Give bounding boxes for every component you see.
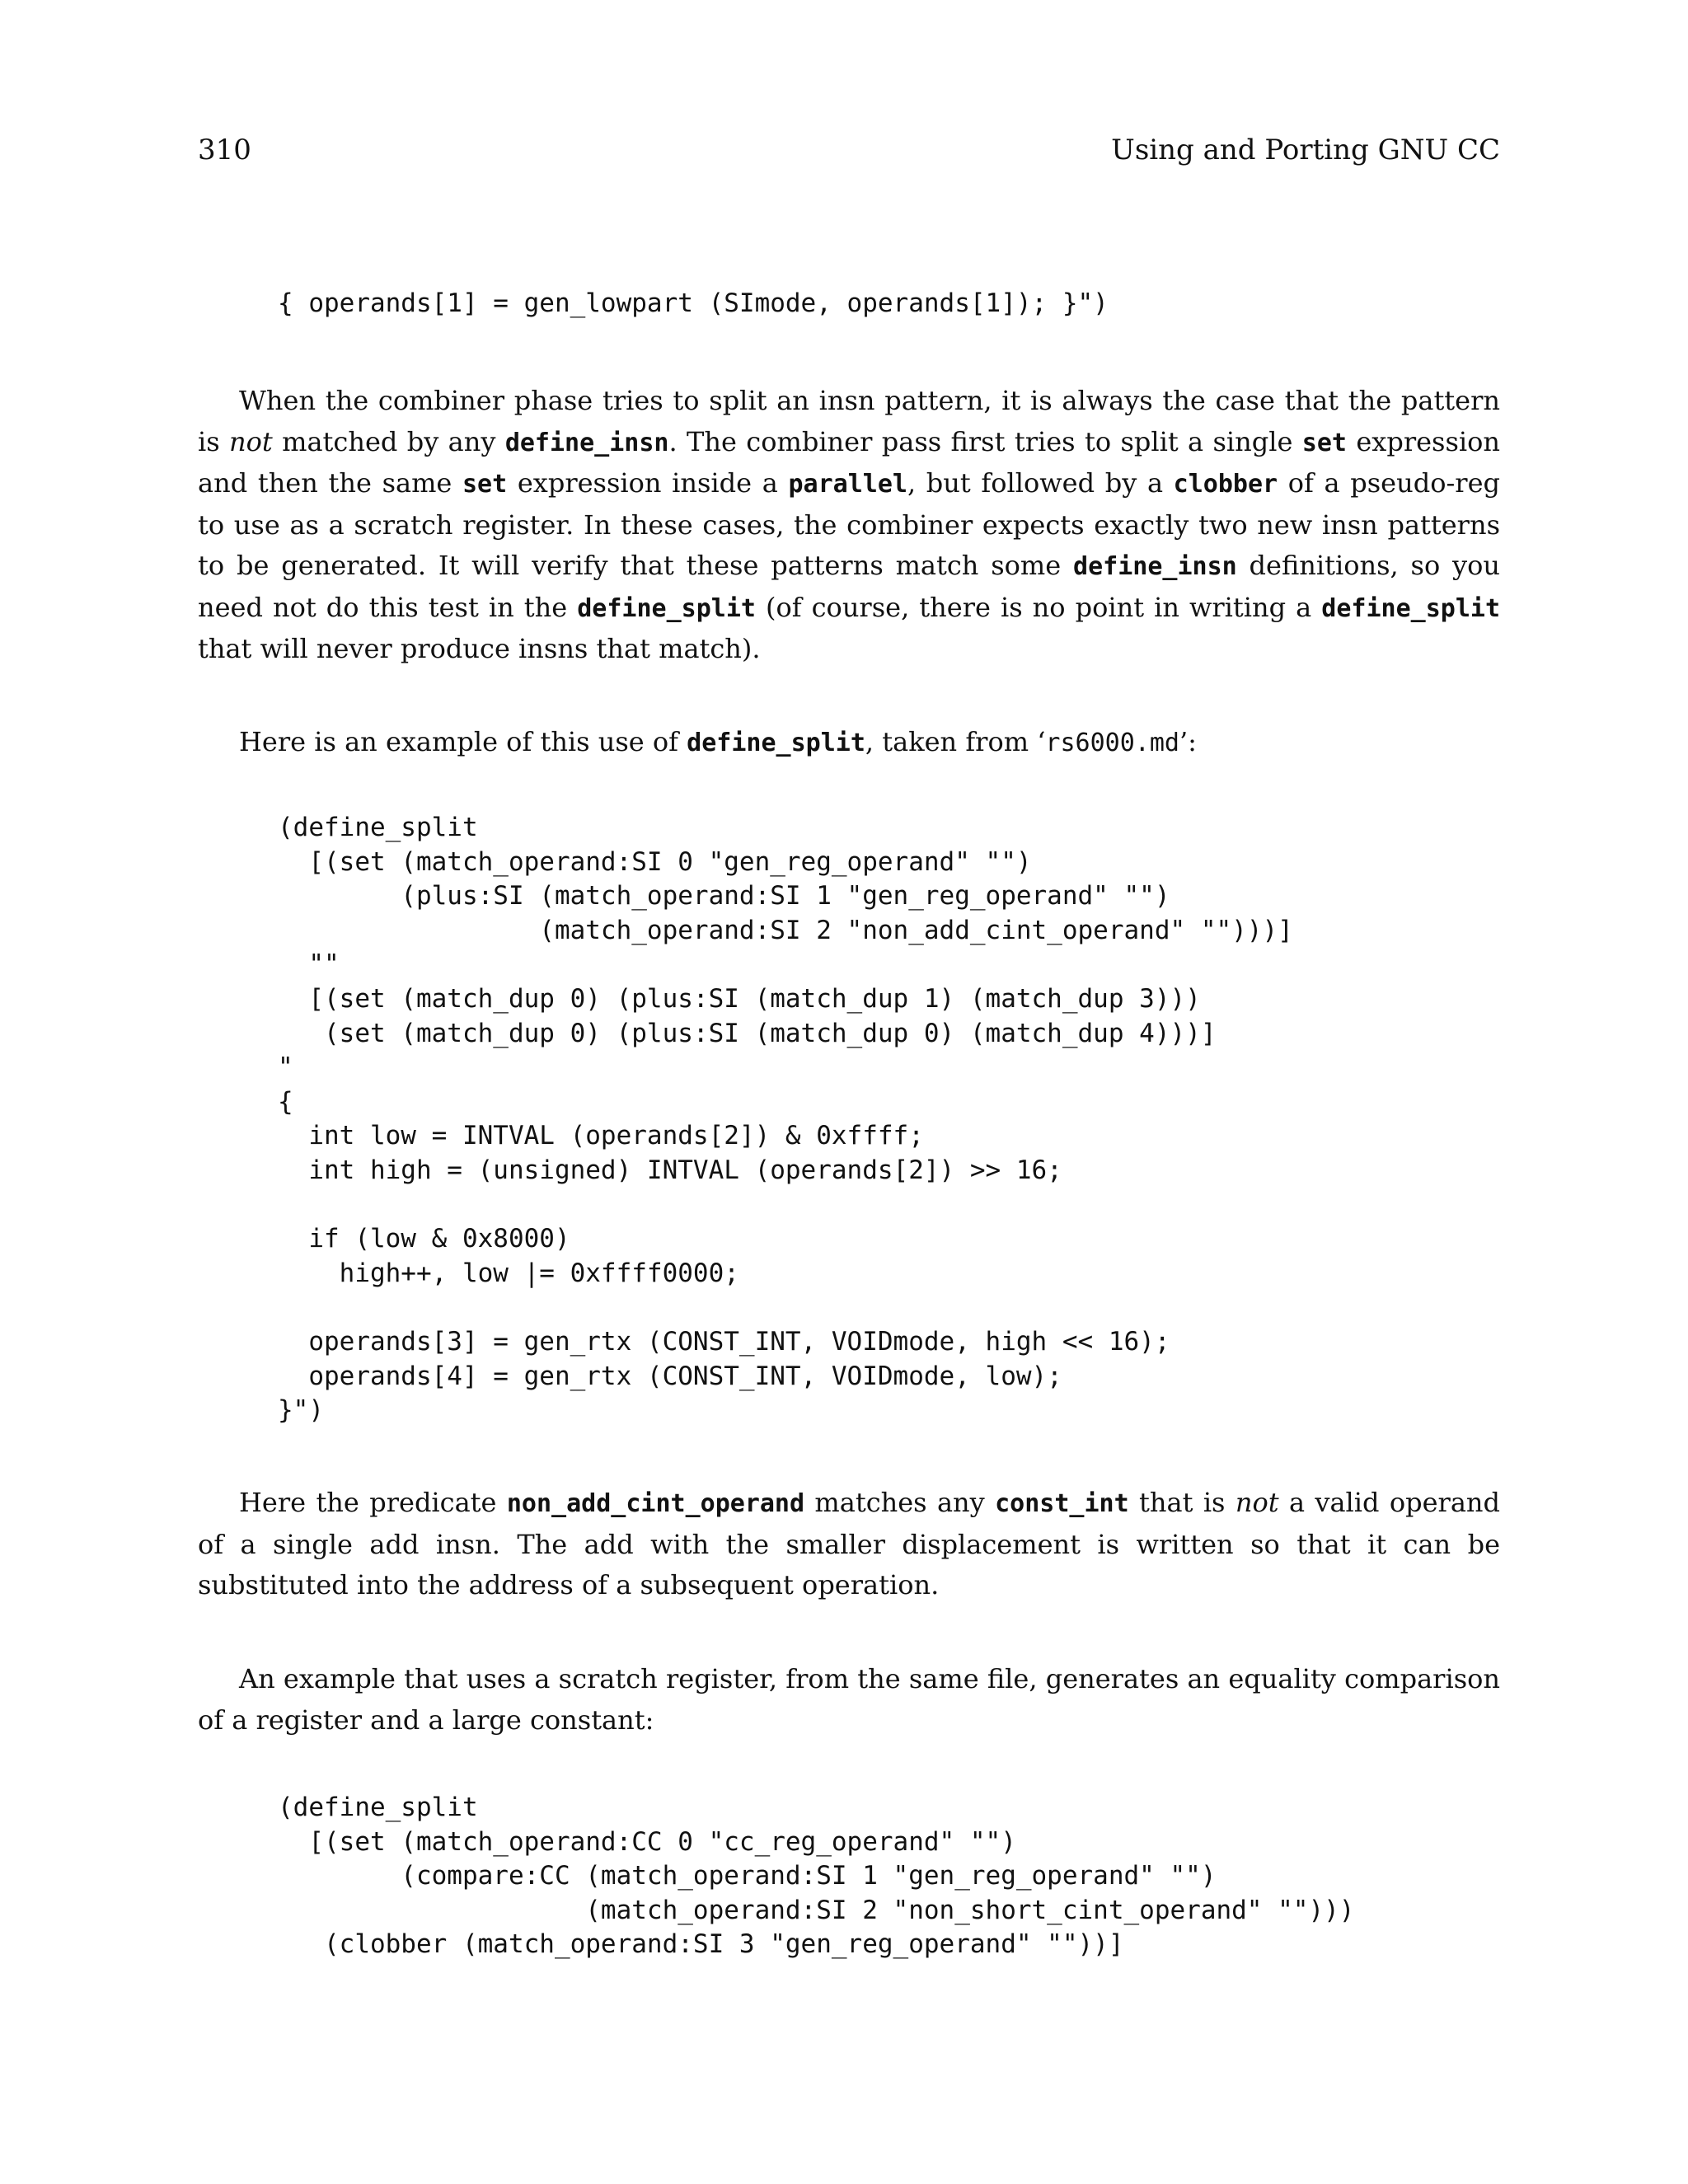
code-block-top: { operands[1] = gen_lowpart (SImode, operands[1]); }"): [278, 288, 1109, 318]
paragraph-predicate-explanation: Here the predicate non_add_cint_operand matches any const_int that is not a valid operand of a single add insn. The add with the smaller displacement is written so that it can be substituted into the address of a subsequent operation.: [198, 1487, 1501, 1601]
paragraph-scratch-register-example: An example that uses a scratch register, from the same file, generates an equality comparison of a register and a large constant:: [198, 1663, 1500, 1736]
code-block-define-split-rs6000: (define_split [(set (match_operand:SI 0 "gen_reg_operand" "") (plus:SI (match_operand:SI 1 "gen_reg_operand" "") (match_operand:SI 2 "non_add_cint_operand" "")))] "" [(set (match_dup 0) (plus:SI (match_dup 1) (match_dup 3))) (set (match_dup 0) (plus:SI (match_dup 0) (match_dup 4)))] " { int low = INTVAL (operands[2]) & 0xffff; int high = (unsigned) INTVAL (operands[2]) >> 16; if (low & 0x8000) high++, low |= 0xffff0000; operands[3] = gen_rtx (CONST_INT, VOIDmode, high << 16); operands[4] = gen_rtx (CONST_INT, VOIDmode, low); }"): [278, 813, 1293, 1426]
paragraph-example-intro: Here is an example of this use of define_split, taken from ‘rs6000.md’:: [239, 726, 1197, 757]
paragraph-combiner-split: When the combiner phase tries to split an insn pattern, it is always the case that the pattern is not matched by any define_insn. The combiner pass first tries to split a single set expression and then the same set expression inside a parallel, but followed by a clobber of a pseudo-reg to use as a scratch register. In these cases, the combiner expects exactly two new insn patterns to be generated. It will verify that these patterns match some define_insn definitions, so you need not do this test in the define_split (of course, there is no point in writing a define_split that will never produce insns that match).: [198, 385, 1501, 664]
running-title: Using and Porting GNU CC: [1111, 134, 1500, 166]
code-block-define-split-compare: (define_split [(set (match_operand:CC 0 "cc_reg_operand" "") (compare:CC (match_operand:SI 1 "gen_reg_operand" "") (match_operand:SI 2 "non_short_cint_operand" ""))) (clobber (match_operand:SI 3 "gen_reg_operand" ""))]: [278, 1793, 1355, 1960]
page-number: 310: [198, 134, 251, 166]
